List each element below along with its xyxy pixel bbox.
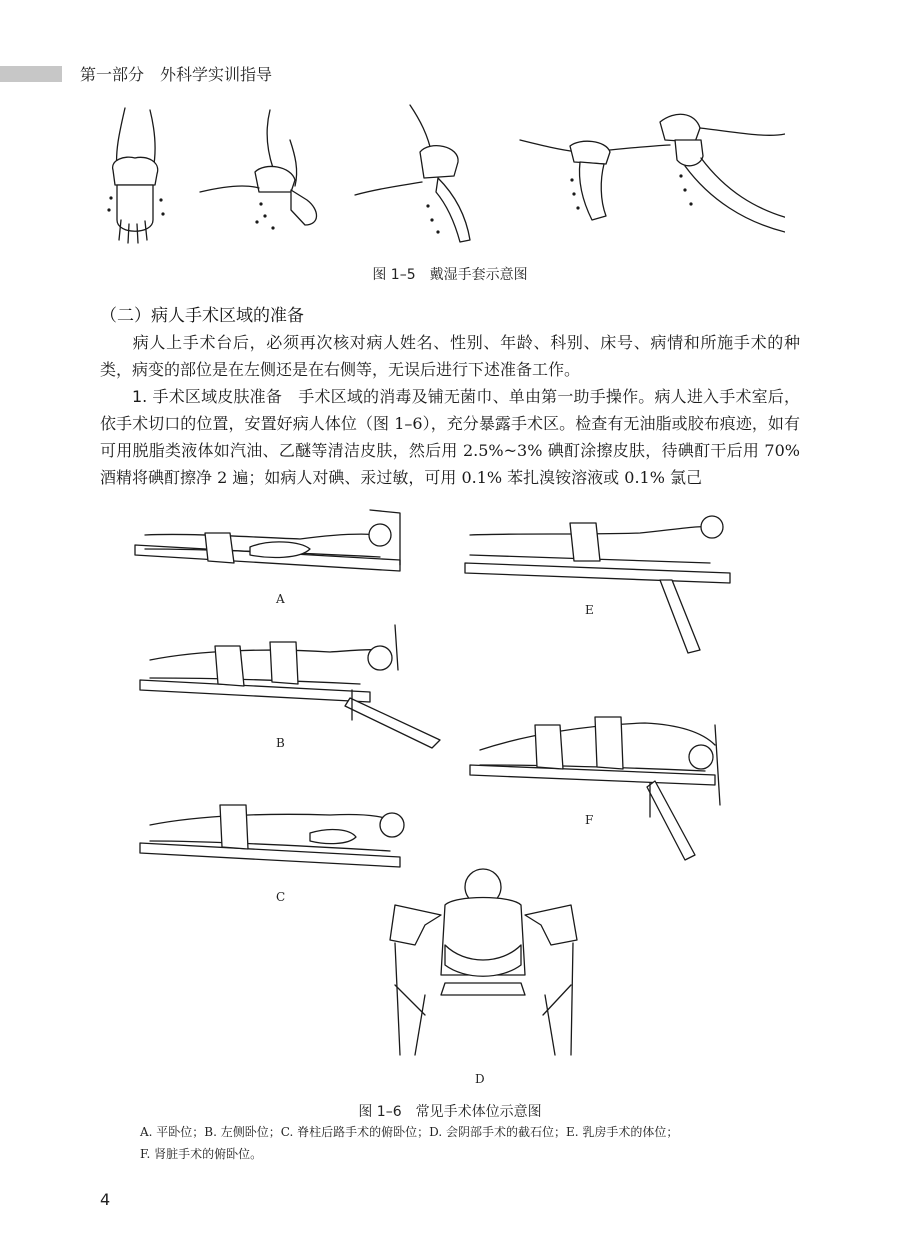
legend-line-1: A. 平卧位；B. 左侧卧位；C. 脊柱后路手术的俯卧位；D. 会阴部手术的截石位；E. 乳房手术的体位； xyxy=(140,1125,679,1139)
position-b-illustration xyxy=(140,625,440,748)
label-f: F xyxy=(585,813,594,827)
figure-1-5-caption: 图 1–5 戴湿手套示意图 xyxy=(372,267,528,283)
glove-wet-drip-icon xyxy=(200,110,317,230)
page-number: 4 xyxy=(100,1190,111,1209)
paragraph-2-lead: 1. 手术区域皮肤准备 xyxy=(132,387,283,406)
forearm-glove-icon xyxy=(660,114,785,232)
figure-1-6-caption: 图 1–6 常见手术体位示意图 xyxy=(358,1104,542,1120)
paragraph-2-text: 手术区域的消毒及铺无菌巾、单由第一助手操作。病人进入手术室后，依手术切口的位置，安置好病人体位（图 1–6），充分暴露手术区。检查有无油脂或胶布痕迹，如有可用脱脂类液体如汽油、乙醚等清洁皮肤，然后用 2.5%~3% 碘酊涂擦皮肤，待碘酊干后用 70% 酒精将碘酊擦净 2 遍；如病人对碘、汞过敏，可用 0.1% 苯扎溴铵溶液或 0.1% 氯己 xyxy=(100,387,800,487)
paragraph-1-text: 病人上手术台后，必须再次核对病人姓名、性别、年龄、科别、床号、病情和所施手术的种类，病变的部位是在左侧还是在右侧等，无误后进行下述准备工作。 xyxy=(100,333,800,379)
figure-1-5 xyxy=(95,100,785,250)
position-d-illustration xyxy=(390,869,577,1055)
label-e: E xyxy=(585,603,594,617)
position-c-illustration xyxy=(140,805,404,867)
label-c: C xyxy=(276,890,286,904)
paragraph-1 xyxy=(100,329,800,383)
label-a: A xyxy=(276,592,285,606)
figure-1-6 xyxy=(130,505,770,1085)
label-d: D xyxy=(475,1072,485,1086)
figure-1-6-legend xyxy=(140,1121,780,1165)
glove-fit-icon xyxy=(355,105,470,242)
legend-line-2: F. 肾脏手术的俯卧位。 xyxy=(140,1147,263,1161)
section-heading: （二）病人手术区域的准备 xyxy=(100,306,304,326)
running-header: 第一部分 外科学实训指导 xyxy=(80,65,273,84)
position-a-illustration xyxy=(135,510,400,571)
position-f-illustration xyxy=(470,717,720,860)
paragraph-2 xyxy=(100,383,800,491)
glove-pull-on-icon xyxy=(107,108,164,243)
label-b: B xyxy=(276,736,285,750)
header-bar xyxy=(0,66,62,82)
glove-cuff-icon xyxy=(520,140,670,220)
position-e-illustration xyxy=(465,516,730,653)
